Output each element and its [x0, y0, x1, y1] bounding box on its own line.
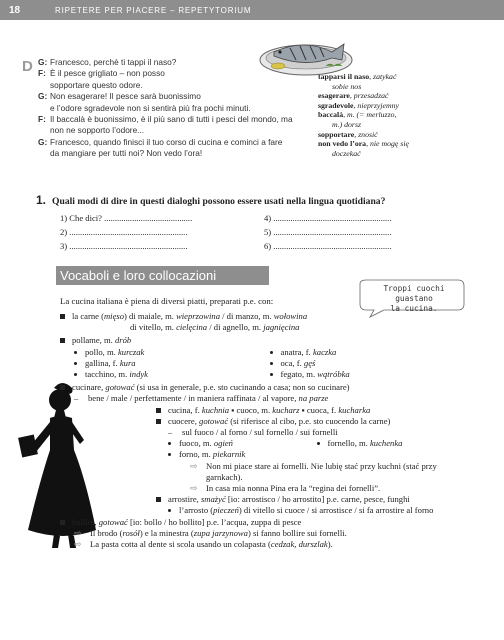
example-sentence: ⇨ La pasta cotta al dente si scola usando un colapasta (cedzak, durszlak). [74, 539, 333, 550]
arrow-icon: ⇨ [190, 483, 198, 494]
bullet-icon [168, 509, 171, 512]
bullet-icon [74, 362, 77, 365]
list-item: l’arrosto (pieczeń) di vitello si cuoce / si arrostisce / si fa arrostire al forno [60, 505, 465, 516]
bullet-icon [270, 362, 273, 365]
gloss-translation: , nieprzyjemny [353, 100, 399, 110]
list-item: la carne (mięso) di maiale, m. wieprzowina / di manzo, m. wołowina [60, 311, 465, 322]
gloss-translation: m.) dorsz [332, 119, 362, 129]
arrow-icon: ⇨ [74, 527, 82, 538]
list-item: cucina, f. kuchnia ▪ cuoco, m. kucharz ▪ cuoca, f. kucharka [60, 405, 465, 416]
arrow-icon: ⇨ [74, 539, 82, 550]
poultry-list [60, 347, 465, 381]
dialogue-line [38, 114, 320, 137]
list-item-collocation: – sul fuoco / al forno / sul fornello / sui fornelli [168, 427, 338, 438]
bullet-icon [270, 351, 273, 354]
example-sentence: ⇨ In casa mia nonna Pina era la “regina dei fornelli”. [190, 483, 381, 494]
list-item: pollo, m. kurczak [74, 347, 270, 358]
utterance: Non esagerare! Il pesce sarà buonissimo [50, 91, 201, 102]
list-item: oca, f. gęś [270, 358, 466, 369]
answer-line[interactable]: 4) ....................................................... [264, 213, 392, 223]
vocab-intro: La cucina italiana è piena di diversi piatti, preparati p.e. con: [60, 296, 274, 306]
utterance: da mangiare per tutti noi? Non vedo l’ora! [50, 148, 203, 159]
gloss-term: sgradevole [318, 100, 354, 110]
gloss-translation: doczekać [332, 148, 361, 158]
answer-line[interactable]: 1) Che dici? ......................................... [60, 213, 193, 223]
list-item: cucinare, gotować (si usa in generale, p.e. sto cucinando a casa; non so cucinare) [60, 382, 465, 393]
list-item: fornello, m. kuchenka [317, 438, 466, 449]
answer-line[interactable]: 3) ....................................................... [60, 241, 188, 251]
square-bullet-icon [60, 385, 65, 390]
exercise-question: Quali modi di dire in questi dialoghi possono essere usati nella lingua quotidiana? [52, 196, 386, 207]
speech-bubble-text [364, 284, 464, 314]
utterance: È il pesce grigliato – non posso [50, 68, 165, 79]
speaker: G: [38, 91, 48, 102]
gloss-translation: , znosić [354, 129, 378, 139]
answer-line[interactable]: 2) ....................................................... [60, 227, 188, 237]
gloss-translation: , m. (= merluzzo, [343, 110, 397, 120]
gloss-translation: , zatykać [369, 72, 397, 81]
speaker: G: [38, 57, 48, 67]
glossary [318, 72, 458, 158]
gloss-translation: , przesadzać [349, 91, 389, 101]
bullet-icon [168, 453, 171, 456]
answer-blanks [60, 212, 450, 252]
dialogue-line [38, 91, 320, 114]
bubble-line: la cucina. [390, 304, 438, 313]
list-item: cuocere, gotować (si riferisce al cibo, p.e. sto cuocendo la carne) [60, 416, 465, 427]
example-sentence: ⇨ Il brodo (rosół) e la minestra (zupa jarzynowa) si fanno bollire sui fornelli. [74, 527, 347, 538]
list-item: anatra, f. kaczka [270, 347, 466, 358]
gloss-term: baccalà [318, 110, 344, 120]
list-item: fegato, m. wątróbka [270, 369, 466, 380]
square-bullet-icon [156, 497, 161, 502]
gloss-term: tapparsi il naso [318, 72, 370, 81]
running-title: RIPETERE PER PIACERE – REPETYTORIUM [55, 5, 252, 15]
dialogue-line [38, 68, 320, 91]
square-bullet-icon [60, 520, 65, 525]
section-label: D [22, 58, 33, 75]
utterance: non ne sopporto l’odore... [50, 125, 145, 136]
fuoco-list [60, 438, 465, 460]
page-number: 18 [9, 4, 21, 16]
utterance: sopportare questo odore. [50, 79, 143, 90]
bullet-icon [74, 351, 77, 354]
bullet-icon [270, 373, 273, 376]
gloss-term: sopportare [318, 129, 355, 139]
list-item-continuation: di vitello, m. cielęcina / di agnello, m. jagnięcina [130, 322, 300, 333]
square-bullet-icon [60, 314, 65, 319]
gloss-term: esagerare [318, 91, 350, 101]
answer-line[interactable]: 5) ....................................................... [264, 227, 392, 237]
page-header [0, 0, 504, 20]
utterance: e l’odore sgradevole non si sentirà più fra pochi minuti. [50, 102, 251, 113]
gloss-translation: , nie mogę się [366, 139, 409, 149]
section-title: Vocaboli e loro collocazioni [60, 268, 217, 283]
list-item: forno, m. piekarnik [168, 449, 317, 460]
bullet-icon [317, 442, 320, 445]
list-item: bollire, gotować [io: bollo / ho bollito] p.e. l’acqua, zuppa di pesce [60, 517, 465, 528]
gloss-term: non vedo l’ora [318, 139, 367, 149]
exercise-1-heading [36, 193, 385, 207]
speaker: F: [38, 114, 46, 125]
list-item: arrostire, smażyć [io: arrostisco / ho arrostito] p.e. carne, pesce, funghi [60, 494, 465, 505]
speaker: G: [38, 136, 48, 147]
bullet-icon [74, 373, 77, 376]
bubble-line: Troppi cuochi guastano [383, 284, 445, 303]
arrow-icon: ⇨ [190, 460, 198, 471]
answer-line[interactable]: 6) ....................................................... [264, 241, 392, 251]
speaker: F: [38, 68, 46, 79]
square-bullet-icon [156, 419, 161, 424]
gloss-translation: sobie nos [332, 81, 362, 91]
vocab-body [60, 311, 465, 550]
dialogue-line [38, 137, 320, 160]
list-item: tacchino, m. indyk [74, 369, 270, 380]
dialogue [38, 57, 320, 160]
list-item: pollame, m. drób [60, 335, 465, 346]
list-item: gallina, f. kura [74, 358, 270, 369]
square-bullet-icon [60, 338, 65, 343]
bullet-icon [168, 442, 171, 445]
list-item: fuoco, m. ogień [168, 438, 317, 449]
utterance: Francesco, perchè ti tappi il naso? [50, 57, 177, 67]
dialogue-line [38, 57, 320, 68]
exercise-number: 1. [36, 193, 47, 207]
square-bullet-icon [156, 408, 161, 413]
utterance: Francesco, quando finisci il tuo corso di cucina e cominci a fare [50, 136, 283, 147]
utterance: Il baccalà è buonissimo, è il più sano di tutti i pesci del mondo, ma [50, 114, 293, 125]
list-item-collocation: – bene / male / perfettamente / in maniera raffinata / al vapore, na parze [74, 393, 329, 404]
example-sentence: ⇨ Non mi piace stare ai fornelli. Nie lubię stać przy kuchni (stać przy garnkach). [190, 460, 437, 482]
